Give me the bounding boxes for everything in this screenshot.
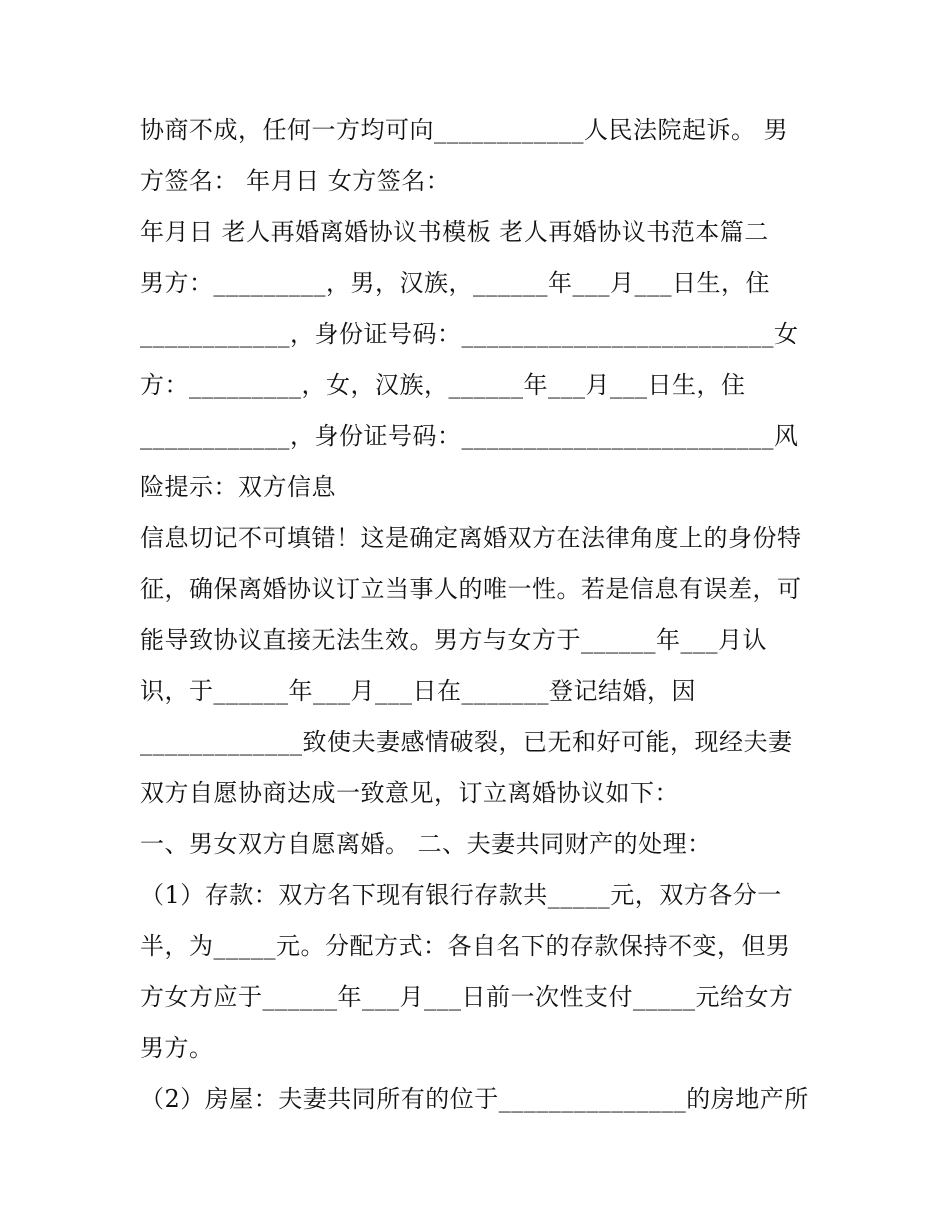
text-line: 方签名： 年月日 女方签名： bbox=[140, 167, 451, 195]
text-line: 半，为_____元。分配方式：各自名下的存款保持不变，但男 bbox=[140, 932, 791, 960]
text-line: 双方自愿协商达成一致意见，订立离婚协议如下： bbox=[140, 779, 679, 807]
text-line: 方女方应于______年___月___日前一次性支付_____元给女方 bbox=[140, 983, 794, 1011]
text-line: 年月日 老人再婚离婚协议书模板 老人再婚协议书范本篇二 bbox=[140, 218, 769, 246]
text-line: 一、男女双方自愿离婚。 二、夫妻共同财产的处理： bbox=[140, 830, 712, 858]
text-line: 协商不成，任何一方均可向____________人民法院起诉。 男 bbox=[140, 116, 789, 144]
text-line: （2）房屋：夫妻共同所有的位于_______________的房地产所 bbox=[140, 1085, 809, 1113]
text-line: 识，于______年___月___日在_______登记结婚，因 bbox=[140, 677, 696, 705]
text-line: （1）存款：双方名下现有银行存款共_____元，双方各分一 bbox=[140, 881, 782, 909]
text-line: ____________，身份证号码：_________________________风 bbox=[140, 422, 799, 450]
text-line: ____________，身份证号码：_________________________女 bbox=[140, 320, 799, 348]
text-line: 男方。 bbox=[140, 1034, 214, 1062]
text-line: 男方：_________，男，汉族，______年___月___日生，住 bbox=[140, 269, 770, 297]
text-line: 方：_________，女，汉族，______年___月___日生，住 bbox=[140, 371, 746, 399]
text-line: 险提示：双方信息 bbox=[140, 473, 336, 501]
text-line: 信息切记不可填错！这是确定离婚双方在法律角度上的身份特 bbox=[140, 524, 802, 552]
text-line: 征，确保离婚协议订立当事人的唯一性。若是信息有误差，可 bbox=[140, 575, 802, 603]
text-line: _____________致使夫妻感情破裂，已无和好可能，现经夫妻 bbox=[140, 728, 793, 756]
text-line: 能导致协议直接无法生效。男方与女方于______年___月认 bbox=[140, 626, 767, 654]
